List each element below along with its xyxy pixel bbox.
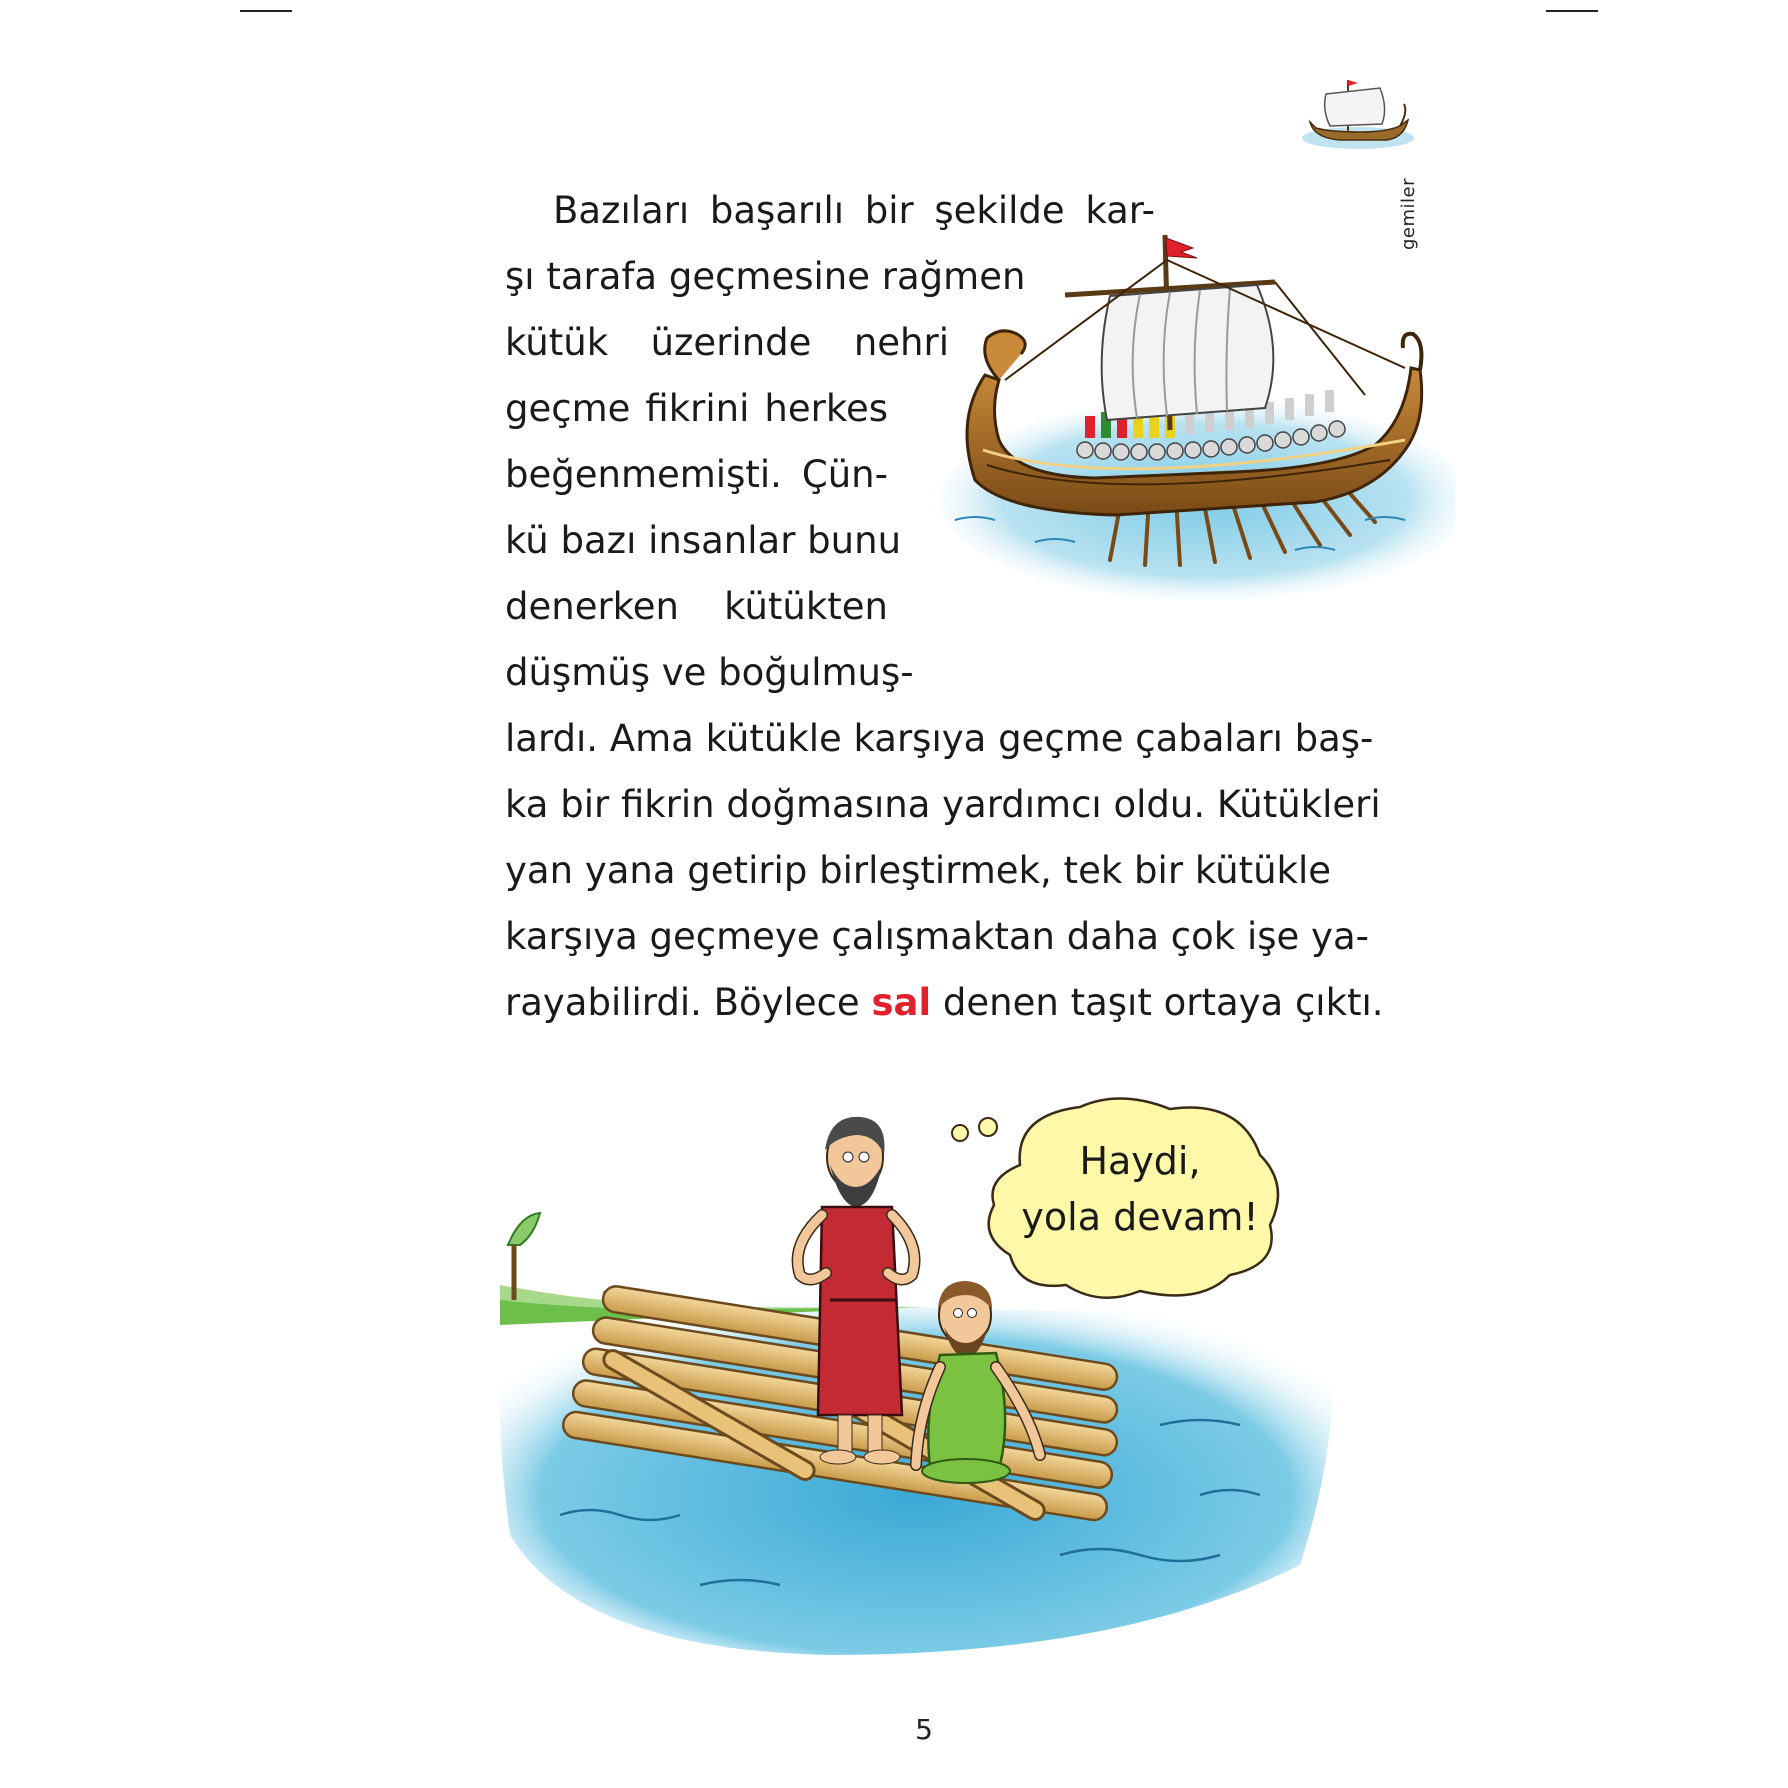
text-line: kü bazı insanlar bunu — [505, 519, 902, 562]
text-line: beğenmemişti. Çün- — [505, 453, 888, 496]
page-number: 5 — [915, 1713, 933, 1746]
text-line: Bazıları başarılı bir şekilde kar- — [553, 189, 1155, 232]
text-line: lardı. Ama kütükle karşıya geçme çabaları baş- — [505, 717, 1374, 760]
keyword-sal: sal — [871, 981, 932, 1024]
crop-mark-right — [1546, 10, 1598, 12]
text-fragment: denen taşıt ortaya çıktı. — [931, 981, 1384, 1024]
story-paragraph — [505, 178, 1384, 1036]
text-line: geçme fikrini herkes — [505, 387, 888, 430]
text-fragment: rayabilirdi. Böylece — [505, 981, 872, 1024]
speech-line-1: Haydi, — [1079, 1139, 1201, 1183]
text-line: denerken kütükten — [505, 585, 888, 628]
running-head: gemiler — [1398, 177, 1419, 250]
text-line: yan yana getirip birleştirmek, tek bir kütükle — [505, 849, 1331, 892]
text-line: kütük üzerinde nehri — [505, 321, 949, 364]
speech-bubble-text — [990, 1133, 1290, 1245]
text-line: karşıya geçmeye çalışmaktan daha çok işe ya- — [505, 915, 1369, 958]
speech-line-2: yola devam! — [1021, 1195, 1259, 1239]
text-line: şı tarafa geçmesine rağmen — [505, 255, 1026, 298]
text-line: ka bir fikrin doğmasına yardımcı oldu. Kütükleri — [505, 783, 1381, 826]
text-line: düşmüş ve boğulmuş- — [505, 651, 914, 694]
text-line-last — [505, 970, 1384, 1036]
crop-mark-left — [240, 10, 292, 12]
